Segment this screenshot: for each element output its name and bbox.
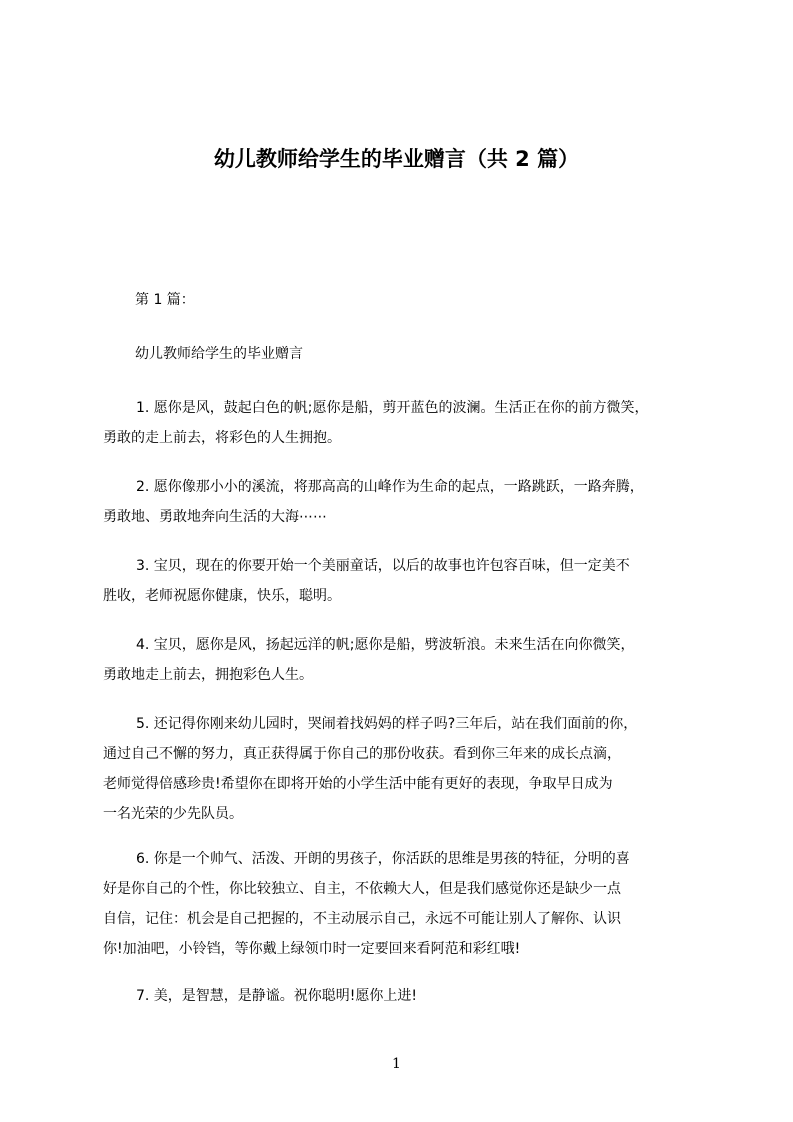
paragraph-line: 自信，记住：机会是自己把握的，不主动展示自己，永远不可能让别人了解你、认识: [103, 911, 621, 927]
paragraph-line: 5. 还记得你刚来幼儿园时，哭闹着找妈妈的样子吗?三年后，站在我们面前的你，: [136, 716, 638, 732]
paragraph-line: 老师觉得倍感珍贵!希望你在即将开始的小学生活中能有更好的表现，争取早日成为: [103, 776, 613, 792]
paragraph-line: 勇敢地走上前去，拥抱彩色人生。: [103, 667, 313, 683]
paragraph-line: 2. 愿你像那小小的溪流，将那高高的山峰作为生命的起点，一路跳跃，一路奔腾，: [136, 479, 644, 495]
page-number: 1: [392, 1056, 401, 1072]
document-title: 幼儿教师给学生的毕业赠言（共 2 篇）: [213, 147, 580, 171]
paragraph-4: [103, 630, 703, 690]
paragraph-line: 通过自己不懈的努力，真正获得属于你自己的那份收获。看到你三年来的成长点滴，: [103, 746, 621, 762]
paragraph-line: 7. 美，是智慧，是静谧。祝你聪明!愿你上进!: [136, 988, 418, 1004]
paragraph-line: 你!加油吧，小铃铛，等你戴上绿领巾时一定要回来看阿范和彩红哦!: [103, 941, 521, 957]
paragraph-5: [103, 709, 703, 829]
paragraph-2: [103, 472, 703, 532]
paragraph-line: 一名光荣的少先队员。: [103, 806, 243, 822]
paragraph-line: 1. 愿你是风，鼓起白色的帆;愿你是船，剪开蓝色的波澜。生活正在你的前方微笑，: [136, 400, 649, 416]
paragraph-7: [103, 981, 703, 1011]
paragraph-line: 6. 你是一个帅气、活泼、开朗的男孩子，你活跃的思维是男孩的特征，分明的喜: [136, 851, 630, 867]
paragraph-line: 勇敢的走上前去，将彩色的人生拥抱。: [103, 430, 341, 446]
section-subtitle: 幼儿教师给学生的毕业赠言: [135, 346, 303, 362]
paragraph-line: 胜收，老师祝愿你健康，快乐，聪明。: [103, 588, 341, 604]
paragraph-3: [103, 551, 703, 611]
paragraph-line: 3. 宝贝，现在的你要开始一个美丽童话，以后的故事也许包容百味，但一定美不: [136, 558, 630, 574]
paragraph-line: 好是你自己的个性，你比较独立、自主，不依赖大人，但是我们感觉你还是缺少一点: [103, 881, 621, 897]
paragraph-line: 4. 宝贝，愿你是风，扬起远洋的帆;愿你是船，劈波斩浪。未来生活在向你微笑，: [136, 637, 635, 653]
paragraph-6: [103, 844, 703, 964]
paragraph-1: [103, 393, 703, 453]
paragraph-line: 勇敢地、勇敢地奔向生活的大海⋯⋯: [103, 509, 327, 525]
section-label: 第 1 篇：: [135, 292, 195, 308]
